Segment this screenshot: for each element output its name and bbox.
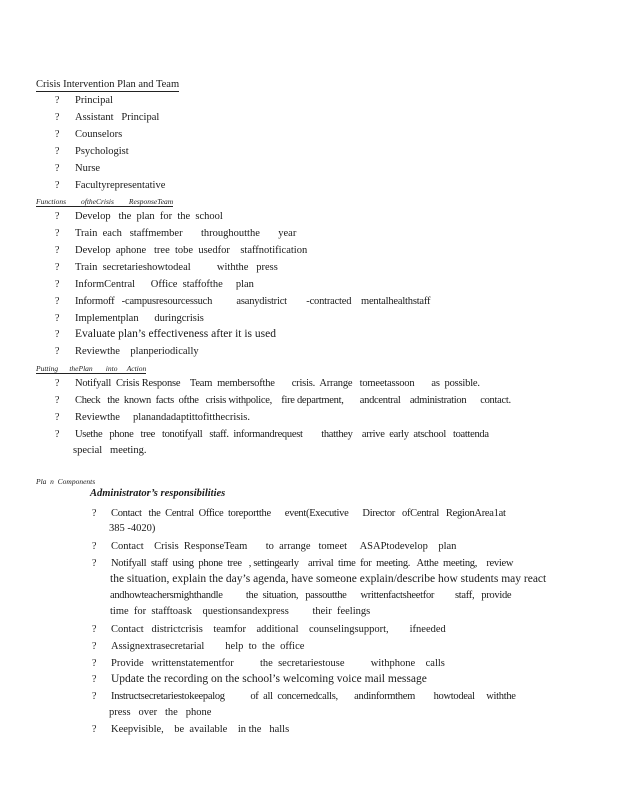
bullet-glyph: ?: [92, 724, 97, 735]
list-item-text: Usethe phone tree tonotifyall staff. informandrequest thatthey arrive early atschool toattenda: [75, 429, 489, 440]
list-item-text: press over the phone: [109, 707, 212, 718]
bullet-glyph: ?: [55, 146, 60, 157]
list-item-text: Train secretarieshowtodeal withthe press: [75, 262, 278, 273]
list-item-text: Evaluate plan’s effectiveness after it is used: [75, 328, 276, 340]
bullet-glyph: ?: [55, 329, 60, 340]
list-item-text: Nurse: [75, 163, 101, 174]
list-item-text: Notifyall staff using phone tree , settingearly arrival time for meeting. Atthe meeting, review: [111, 558, 514, 569]
list-item-text: Check the known facts ofthe crisis withpolice, fire department, andcentral administration contact.: [75, 395, 511, 406]
list-item-text: Develop the plan for the school: [75, 211, 223, 222]
list-item-text: time for stafftoask questionsandexpress their feelings: [110, 606, 371, 617]
list-item-text: Keepvisible, be available in the halls: [111, 724, 290, 735]
list-item-text: Counselors: [75, 129, 123, 140]
list-item-text: Contact the Central Office toreportthe event(Executive Director ofCentral RegionArea1at: [111, 508, 506, 519]
list-item-text: Reviewthe planperiodically: [75, 346, 199, 357]
list-item-text: 385 -4020): [109, 523, 156, 534]
list-item-text: Provide writtenstatementfor the secretariestouse withphone calls: [111, 658, 445, 669]
bullet-glyph: ?: [92, 558, 97, 569]
list-item-text: Develop aphone tree tobe usedfor staffnotification: [75, 245, 308, 256]
bullet-glyph: ?: [55, 245, 60, 256]
list-item-text: Train each staffmember throughoutthe year: [75, 228, 297, 239]
list-item-text: Contact districtcrisis teamfor additional counselingsupport, ifneeded: [111, 624, 446, 635]
bullet-glyph: ?: [92, 541, 97, 552]
bullet-glyph: ?: [55, 163, 60, 174]
bullet-glyph: ?: [92, 674, 97, 685]
list-item-text: Assignextrasecretarial help to the office: [111, 641, 305, 652]
list-item-text: Principal: [75, 95, 113, 106]
bullet-glyph: ?: [55, 129, 60, 140]
list-item-text: Implementplan duringcrisis: [75, 313, 204, 324]
list-item-text: Informoff -campusresourcessuch asanydistrict -contracted mentalhealthstaff: [75, 296, 431, 307]
bullet-glyph: ?: [55, 180, 60, 191]
section-heading-putting-plan-into-action: Putting thePlan into Action: [36, 364, 147, 373]
bullet-glyph: ?: [55, 346, 60, 357]
list-item-text: Assistant Principal: [75, 112, 160, 123]
bullet-glyph: ?: [55, 228, 60, 239]
bullet-glyph: ?: [92, 691, 97, 702]
bullet-glyph: ?: [55, 378, 60, 389]
bullet-glyph: ?: [55, 211, 60, 222]
list-item-text: Notifyall Crisis Response Team membersofthe crisis. Arrange tomeetassoon as possible.: [75, 378, 480, 389]
list-item-text: Reviewthe planandadaptittofitthecrisis.: [75, 412, 250, 423]
bullet-glyph: ?: [55, 395, 60, 406]
bullet-glyph: ?: [92, 641, 97, 652]
list-item-text: Contact Crisis ResponseTeam to arrange tomeet ASAPtodevelop plan: [111, 541, 457, 552]
list-item-text: special meeting.: [73, 445, 147, 456]
subsection-title-administrator: Administrator’s responsibilities: [90, 488, 226, 499]
bullet-glyph: ?: [55, 112, 60, 123]
bullet-glyph: ?: [92, 658, 97, 669]
bullet-glyph: ?: [55, 412, 60, 423]
bullet-glyph: ?: [55, 95, 60, 106]
list-item-text: Update the recording on the school’s welcoming voice mail message: [111, 673, 427, 685]
bullet-glyph: ?: [55, 296, 60, 307]
bullet-glyph: ?: [92, 624, 97, 635]
bullet-glyph: ?: [55, 262, 60, 273]
bullet-glyph: ?: [55, 279, 60, 290]
list-item-text: the situation, explain the day’s agenda, have someone explain/describe how students may react: [110, 573, 547, 585]
list-item-text: InformCentral Office staffofthe plan: [75, 279, 254, 290]
list-item-text: Instructsecretariestokeepalog of all concernedcalls, andinformthem howtodeal withthe: [111, 691, 516, 702]
section-heading-plan-components: Pla n Components: [36, 477, 96, 486]
list-item-text: Facultyrepresentative: [75, 180, 166, 191]
bullet-glyph: ?: [92, 508, 97, 519]
section-heading-crisis-plan-team: Crisis Intervention Plan and Team: [36, 79, 180, 90]
list-item-text: andhowteachersmighthandle the situation, passoutthe writtenfactsheetfor staff, provide: [110, 590, 512, 601]
bullet-glyph: ?: [55, 313, 60, 324]
section-heading-functions: Functions oftheCrisis ResponseTeam: [36, 197, 174, 206]
bullet-glyph: ?: [55, 429, 60, 440]
list-item-text: Psychologist: [75, 146, 129, 157]
